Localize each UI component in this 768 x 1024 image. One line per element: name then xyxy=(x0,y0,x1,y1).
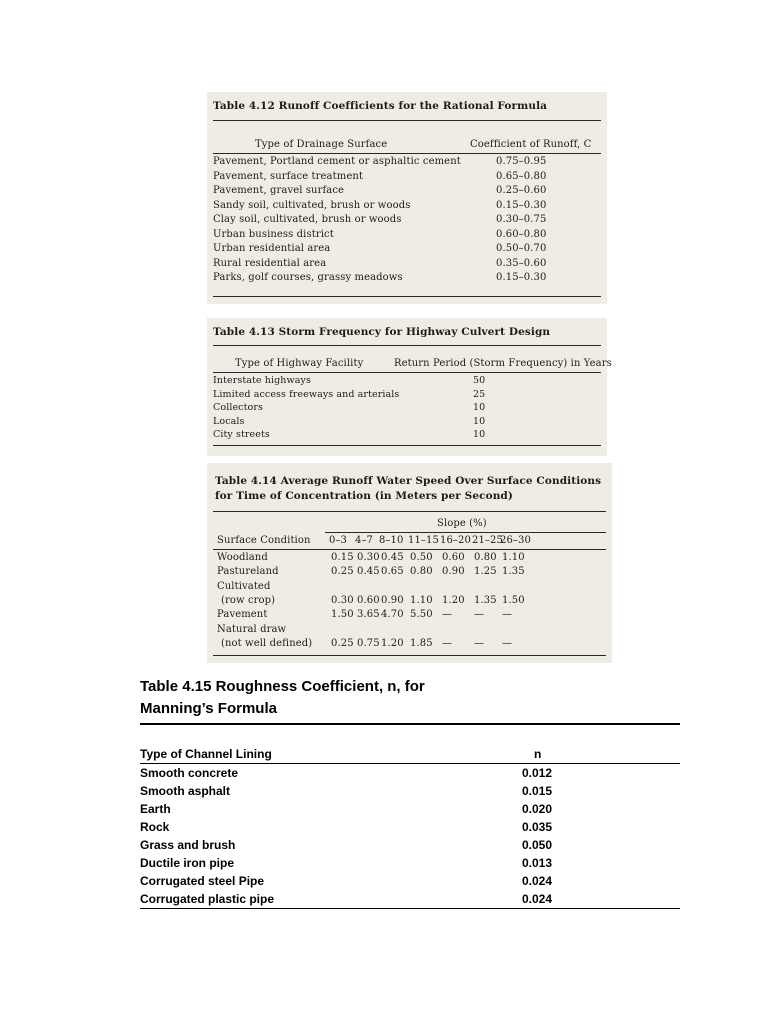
channel-lining-cell: Earth xyxy=(140,802,171,816)
table-4-15 xyxy=(140,676,680,909)
runoff-speed-cell: 0.80 xyxy=(410,566,433,578)
table-4-15-col-type: Type of Channel Lining xyxy=(140,747,272,761)
runoff-speed-cell: 0.90 xyxy=(442,566,465,578)
runoff-coefficient-cell: 0.65–0.80 xyxy=(496,170,547,182)
slope-column-header: 21–25 xyxy=(472,535,503,546)
runoff-speed-cell: 1.85 xyxy=(410,637,433,649)
runoff-speed-cell: 1.25 xyxy=(474,566,497,578)
roughness-n-cell: 0.050 xyxy=(522,838,553,852)
return-period-cell: 10 xyxy=(473,429,486,440)
surface-condition-cell: (row crop) xyxy=(221,594,276,606)
runoff-speed-cell: 4.70 xyxy=(381,609,404,621)
channel-lining-cell: Smooth concrete xyxy=(140,766,239,780)
table-row xyxy=(140,872,680,890)
table-4-13-scan xyxy=(207,318,612,456)
table-row xyxy=(140,800,680,818)
channel-lining-cell: Ductile iron pipe xyxy=(140,856,235,870)
highway-facility-cell: Locals xyxy=(213,415,245,427)
slope-column-header: 11–15 xyxy=(408,535,439,546)
table-4-15-bottom-rule xyxy=(140,908,680,909)
channel-lining-cell: Grass and brush xyxy=(140,838,236,852)
table-row xyxy=(140,782,680,800)
table-4-12-bottom-rule xyxy=(213,296,601,297)
surface-condition-cell: Pavement xyxy=(217,609,268,621)
table-4-12-scan xyxy=(207,92,607,304)
runoff-speed-cell: 0.30 xyxy=(357,552,380,563)
runoff-speed-cell: 0.60 xyxy=(442,552,465,563)
runoff-speed-cell: 0.60 xyxy=(357,594,380,606)
runoff-speed-cell: 0.25 xyxy=(331,566,354,578)
table-4-14-surface-header: Surface Condition xyxy=(217,535,311,546)
surface-condition-cell: Cultivated xyxy=(217,580,271,592)
table-4-15-col-n: n xyxy=(534,747,542,761)
highway-facility-cell: Interstate highways xyxy=(213,375,311,386)
runoff-coefficient-cell: 0.15–0.30 xyxy=(496,272,547,283)
runoff-coefficient-cell: 0.75–0.95 xyxy=(496,156,547,167)
surface-condition-cell: (not well defined) xyxy=(221,637,313,649)
table-4-12-title xyxy=(213,100,547,112)
surface-condition-cell: Pastureland xyxy=(217,566,279,578)
runoff-speed-cell: 1.35 xyxy=(502,566,525,578)
channel-lining-cell: Smooth asphalt xyxy=(140,784,231,798)
roughness-n-cell: 0.035 xyxy=(522,820,553,834)
runoff-speed-cell: — xyxy=(474,637,485,649)
runoff-surface-cell: Pavement, surface treatment xyxy=(213,170,363,182)
table-4-12-title-text: Runoff Coefficients for the Rational Formula xyxy=(278,100,548,112)
runoff-speed-cell: 0.45 xyxy=(381,552,404,563)
table-4-13-bottom-rule xyxy=(213,445,601,446)
channel-lining-cell: Rock xyxy=(140,820,170,834)
table-row xyxy=(140,836,680,854)
table-4-12-col-coefficient: Coefficient of Runoff, C xyxy=(470,139,592,150)
table-row xyxy=(140,764,680,782)
surface-condition-cell: Woodland xyxy=(217,552,268,563)
roughness-n-cell: 0.024 xyxy=(522,874,553,888)
table-4-13-label: Table 4.13 xyxy=(213,326,275,338)
highway-facility-cell: Collectors xyxy=(213,402,263,413)
roughness-n-cell: 0.020 xyxy=(522,802,553,816)
roughness-n-cell: 0.012 xyxy=(522,766,553,780)
highway-facility-cell: Limited access freeways and arterials xyxy=(213,388,400,400)
slope-column-header: 0–3 xyxy=(329,535,348,546)
runoff-speed-cell: 0.75 xyxy=(357,637,380,649)
slope-column-header: 4–7 xyxy=(355,535,374,546)
roughness-n-cell: 0.024 xyxy=(522,892,553,906)
slope-column-header: 26–30 xyxy=(500,535,531,546)
runoff-coefficient-cell: 0.30–0.75 xyxy=(496,214,547,225)
runoff-surface-cell: Parks, golf courses, grassy meadows xyxy=(213,272,403,283)
runoff-speed-cell: 1.20 xyxy=(381,637,404,649)
runoff-surface-cell: Rural residential area xyxy=(213,257,327,269)
return-period-cell: 10 xyxy=(473,402,486,413)
table-4-13-title-text: Storm Frequency for Highway Culvert Design xyxy=(278,326,551,338)
slope-column-header: 16–20 xyxy=(440,535,471,546)
runoff-speed-cell: 0.45 xyxy=(357,566,380,578)
runoff-speed-cell: 0.65 xyxy=(381,566,404,578)
table-4-15-title-line-2: Manning’s Formula xyxy=(140,700,277,717)
runoff-surface-cell: Pavement, Portland cement or asphaltic cement xyxy=(213,156,461,167)
table-4-14-title-text-1: Average Runoff Water Speed Over Surface Conditions xyxy=(280,475,602,487)
channel-lining-cell: Corrugated plastic pipe xyxy=(140,892,275,906)
slope-column-header: 8–10 xyxy=(379,535,404,546)
table-4-13-col-facility: Type of Highway Facility xyxy=(235,358,364,369)
table-4-13-top-rule xyxy=(213,345,601,346)
runoff-speed-cell: 1.50 xyxy=(502,594,525,606)
table-4-14-title-line-2: for Time of Concentration (in Meters per Second) xyxy=(215,490,513,502)
roughness-n-cell: 0.013 xyxy=(522,856,553,870)
runoff-speed-cell: 3.65 xyxy=(357,609,380,621)
runoff-speed-cell: — xyxy=(502,637,513,649)
surface-condition-cell: Natural draw xyxy=(217,623,287,635)
table-4-12-label: Table 4.12 xyxy=(213,100,275,112)
table-4-14-label: Table 4.14 xyxy=(215,475,277,487)
table-row xyxy=(140,854,680,872)
runoff-speed-cell: — xyxy=(442,637,453,649)
table-4-13-title xyxy=(213,326,550,338)
runoff-speed-cell: 1.20 xyxy=(442,594,465,606)
runoff-speed-cell: 1.10 xyxy=(502,552,525,563)
runoff-surface-cell: Sandy soil, cultivated, brush or woods xyxy=(213,199,411,211)
table-4-14-slope-rule xyxy=(325,532,606,533)
runoff-speed-cell: 0.30 xyxy=(331,594,354,606)
table-4-13-header-rule xyxy=(213,372,601,373)
highway-facility-cell: City streets xyxy=(213,429,270,440)
runoff-surface-cell: Clay soil, cultivated, brush or woods xyxy=(213,214,402,225)
runoff-coefficient-cell: 0.50–0.70 xyxy=(496,243,547,254)
roughness-n-cell: 0.015 xyxy=(522,784,553,798)
runoff-surface-cell: Urban residential area xyxy=(213,243,331,254)
return-period-cell: 50 xyxy=(473,375,486,386)
runoff-speed-cell: 1.35 xyxy=(474,594,497,606)
runoff-speed-cell: 1.10 xyxy=(410,594,433,606)
table-4-15-body xyxy=(140,764,680,908)
table-row xyxy=(140,890,680,908)
table-4-12-top-rule xyxy=(213,120,601,121)
return-period-cell: 10 xyxy=(473,415,486,427)
return-period-cell: 25 xyxy=(473,388,486,400)
runoff-coefficient-cell: 0.60–0.80 xyxy=(496,228,547,240)
table-4-14-scan xyxy=(207,463,612,663)
runoff-speed-cell: 1.50 xyxy=(331,609,354,621)
runoff-speed-cell: 0.25 xyxy=(331,637,354,649)
runoff-coefficient-cell: 0.35–0.60 xyxy=(496,257,547,269)
table-4-12-col-surface: Type of Drainage Surface xyxy=(255,139,388,150)
runoff-coefficient-cell: 0.15–0.30 xyxy=(496,199,547,211)
table-4-14-top-rule xyxy=(213,511,606,512)
runoff-speed-cell: 0.90 xyxy=(381,594,404,606)
runoff-speed-cell: 0.15 xyxy=(331,552,354,563)
runoff-speed-cell: — xyxy=(502,609,513,621)
runoff-speed-cell: 5.50 xyxy=(410,609,433,621)
table-4-15-header-row xyxy=(140,743,680,763)
table-4-14-slope-header: Slope (%) xyxy=(437,518,487,529)
table-4-12-header-rule xyxy=(213,153,601,154)
runoff-surface-cell: Urban business district xyxy=(213,228,334,240)
channel-lining-cell: Corrugated steel Pipe xyxy=(140,874,265,888)
table-4-14-header-rule xyxy=(213,549,606,550)
runoff-coefficient-cell: 0.25–0.60 xyxy=(496,185,547,196)
table-4-14-bottom-rule xyxy=(213,655,606,656)
table-4-14-title-line-1 xyxy=(215,475,601,487)
runoff-surface-cell: Pavement, gravel surface xyxy=(213,185,345,196)
runoff-speed-cell: 0.80 xyxy=(474,552,497,563)
runoff-speed-cell: — xyxy=(442,609,453,621)
table-4-13-col-return-period: Return Period (Storm Frequency) in Years xyxy=(394,358,612,369)
runoff-speed-cell: 0.50 xyxy=(410,552,433,563)
runoff-speed-cell: — xyxy=(474,609,485,621)
table-4-15-title-line-1: Table 4.15 Roughness Coefficient, n, for xyxy=(140,678,425,695)
table-row xyxy=(140,818,680,836)
